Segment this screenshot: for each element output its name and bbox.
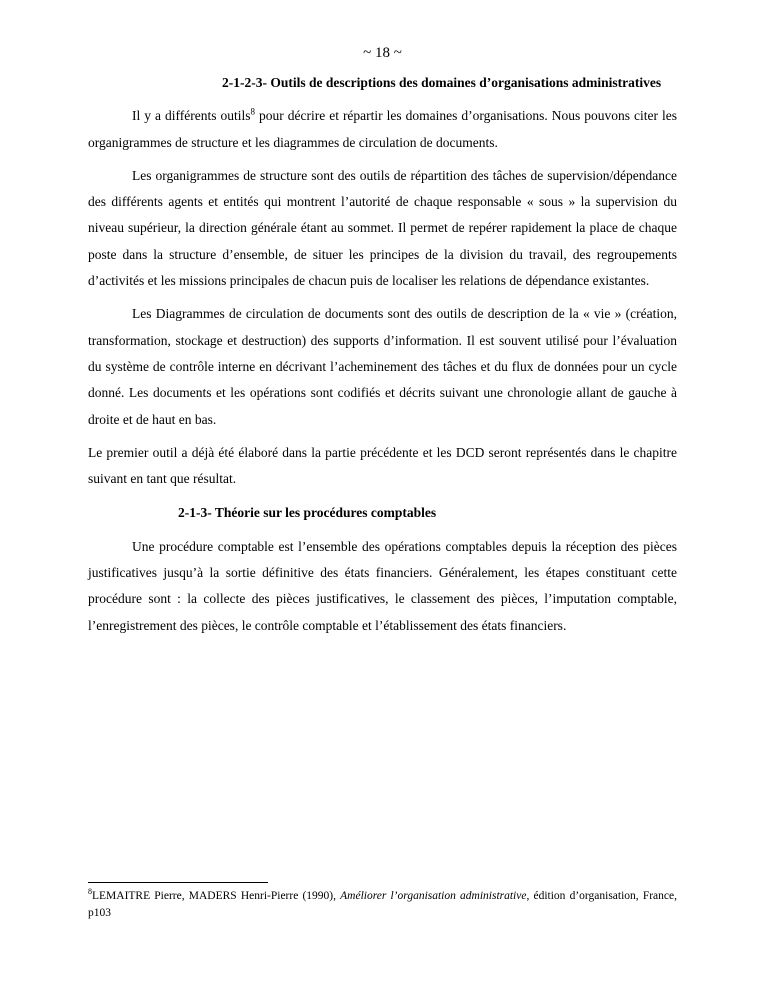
paragraph-organigrammes: Les organigrammes de structure sont des outils de répartition des tâches de supervision/dépendance des différents agents et entités qui montrent l’autorité de chaque responsable « sous » la supervision du niveau supérieur, la direction générale étant au sommet. Il permet de repérer rapidement la place de chaque poste dans la structure d’ensemble, de situer les principes de la division du travail, des regroupements d’activités et les missions principales de chacun puis de localiser les relations de dépendance existantes. <box>88 167 677 289</box>
footnote-marker: 8 <box>88 887 92 897</box>
paragraph-text: Il y a différents outils <box>132 108 251 124</box>
section-heading-organisation-tools: 2-1-2-3- Outils de descriptions des domaines d’organisations administratives <box>222 75 662 90</box>
paragraph-premier-outil: Le premier outil a déjà été élaboré dans la partie précédente et les DCD seront représentés dans le chapitre suivant en tant que résultat. <box>88 444 677 487</box>
paragraph-diagrammes: Les Diagrammes de circulation de documents sont des outils de description de la « vie » (création, transformation, stockage et destruction) des supports d’information. Il est souvent utilisé pour l’évaluation du système de contrôle interne en décrivant l’acheminement des tâches et du flux de données pour un cycle donné. Les documents et les opérations sont codifiés et décrits suivant une chronologie allant de gauche à droite et de haut en bas. <box>88 306 677 427</box>
page-body <box>88 70 677 639</box>
paragraph-tools-intro <box>88 103 677 156</box>
footnote-book-title: Améliorer l’organisation administrative <box>340 890 527 902</box>
section-heading-procedures: 2-1-3- Théorie sur les procédures comptables <box>178 505 437 521</box>
paragraph-text: pour décrire et répartir les domaines d’organisations. Nous pouvons citer les organigrammes de structure et les diagrammes de circulation de documents. <box>88 108 677 150</box>
footnote-reference: 8 <box>250 106 255 117</box>
footnote-authors: LEMAITRE Pierre, MADERS Henri-Pierre (1990), <box>92 890 341 902</box>
footnote-separator <box>88 882 268 883</box>
page-number: ~ 18 ~ <box>363 45 402 61</box>
paragraph-procedure-comptable: Une procédure comptable est l’ensemble des opérations comptables depuis la réception des pièces justificatives jusqu’à la sortie définitive des états financiers. Généralement, les étapes constituant cette procédure sont : la collecte des pièces justificatives, le classement des pièces, l’imputation comptable, l’enregistrement des pièces, le contrôle comptable et l’établissement des états financiers. <box>88 538 677 633</box>
footnote-publisher: , édition d’organisation, France, p103 <box>88 890 677 919</box>
footnote <box>88 888 677 922</box>
